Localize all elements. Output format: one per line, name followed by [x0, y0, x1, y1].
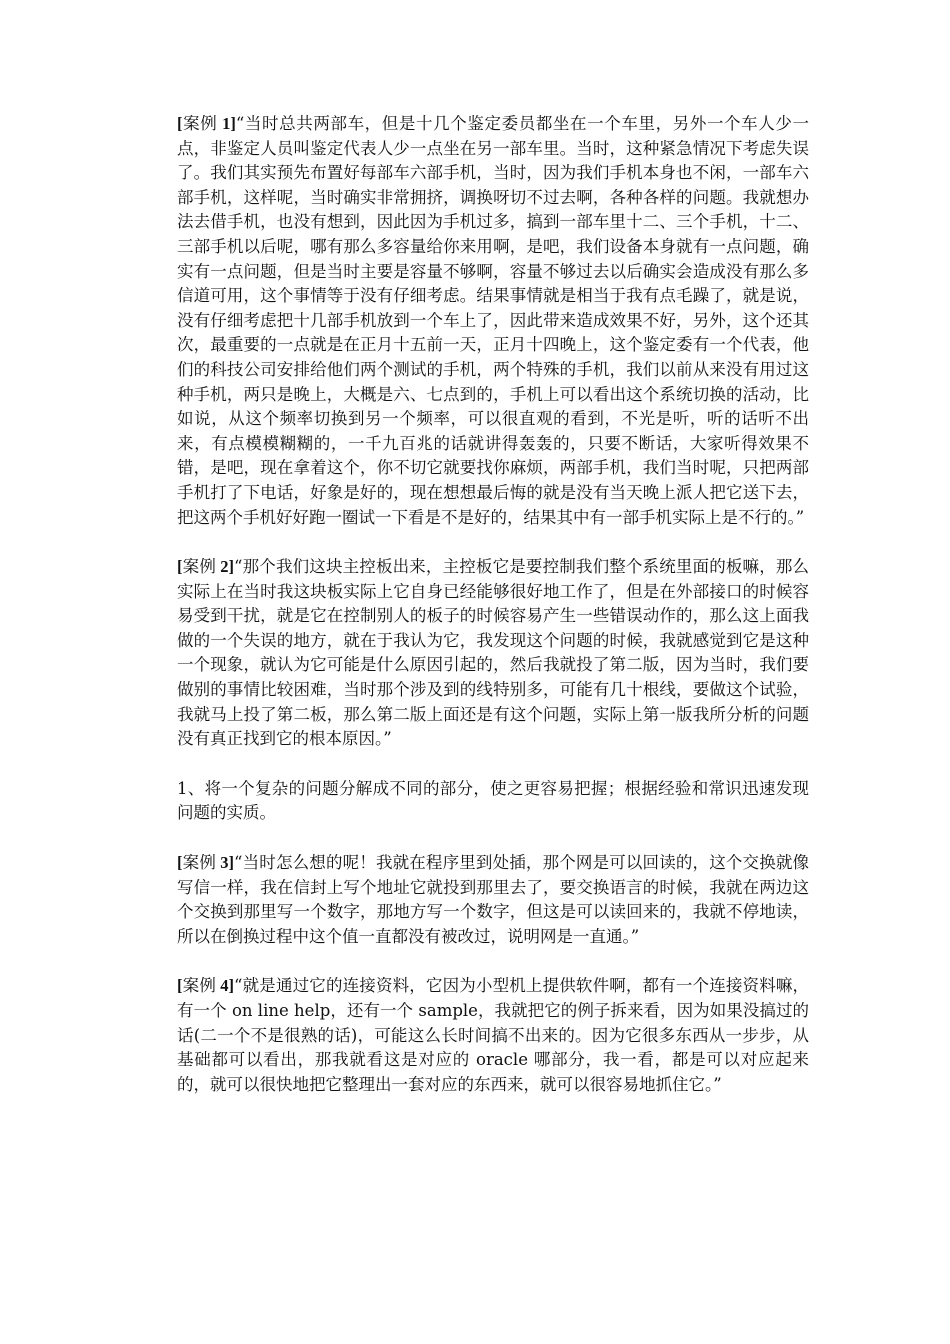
case-4-label-num: 4]	[220, 976, 235, 996]
point-1-text: 1、将一个复杂的问题分解成不同的部分，使之更容易把握；根据经验和常识迅速发现问题的实质。	[177, 778, 809, 823]
case-4-label-open: [	[177, 976, 183, 996]
case-2-label-word: 案例	[182, 557, 216, 577]
case-3-label-num: 3]	[220, 853, 235, 873]
case-1-text: “当时总共两部车，但是十几个鉴定委员都坐在一个车里，另外一个车人少一点，非鉴定人员叫鉴定代表人少一点坐在另一部车里。当时，这种紧急情况下考虑失误了。我们其实预先布置好每部车六部手机，当时，因为我们手机本身也不闲，一部车六部手机，这样呢，当时确实非常拥挤，调换呀切不过去啊，各种各样的问题。我就想办法去借手机，也没有想到，因此因为手机过多，搞到一部车里十二、三个手机，十二、三部手机以后呢，哪有那么多容量给你来用啊，是吧，我们设备本身就有一点问题，确实有一点问题，但是当时主要是容量不够啊，容量不够过去以后确实会造成没有那么多信道可用，这个事情等于没有仔细考虑。结果事情就是相当于我有点毛躁了，就是说，没有仔细考虑把十几部手机放到一个车上了，因此带来造成效果不好，另外，这个还其次，最重要的一点就是在正月十五前一天，正月十四晚上，这个鉴定委有一个代表，他们的科技公司安排给他们两个测试的手机，两个特殊的手机，我们以前从来没有用过这种手机，两只是晚上，大概是六、七点到的，手机上可以看出这个系统切换的活动，比如说，从这个频率切换到另一个频率，可以很直观的看到，不光是听，听的话听不出来，有点模模糊糊的，一千九百兆的话就讲得轰轰的，只要不断话，大家听得效果不错，是吧，现在拿着这个，你不切它就要找你麻烦，两部手机，我们当时呢，只把两部手机打了下电话，好象是好的，现在想想最后悔的就是没有当天晚上派人把它送下去，把这两个手机好好跑一圈试一下看是不是好的，结果其中有一部手机实际上是不行的。”	[177, 114, 810, 527]
case-2-text: “那个我们这块主控板出来，主控板它是要控制我们整个系统里面的板嘛，那么实际上在当时我这块板实际上它自身已经能够很好地工作了，但是在外部接口的时候容易受到干扰，就是它在控制别人的板子的时候容易产生一些错误动作的，那么这上面我做的一个失误的地方，就在于我认为它，我发现这个问题的时候，我就感觉到它是这种一个现象，就认为它可能是什么原因引起的，然后我就投了第二版，因为当时，我们要做别的事情比较困难，当时那个涉及到的线特别多，可能有几十根线，要做这个试验，我就马上投了第二板，那么第二版上面还是有这个问题，实际上第一版我所分析的问题没有真正找到它的根本原因。”	[177, 557, 810, 749]
case-1-label-word: 案例	[182, 114, 218, 133]
case-4-label	[177, 976, 234, 995]
case-1-label-open: [	[177, 114, 183, 133]
case-3-label-open: [	[177, 853, 183, 873]
case-2-label	[177, 557, 234, 576]
case-3-label-word: 案例	[182, 853, 216, 873]
document-page	[177, 112, 809, 1122]
case-4-text: “就是通过它的连接资料，它因为小型机上提供软件啊，都有一个连接资料嘛，有一个 on line help，还有一个 sample，我就把它的例子拆来看，因为如果没搞过的话(二一个不是很熟的话)，可能这么长时间搞不出来的。因为它很多东西从一步步，从基础都可以看出，那我就看这是对应的 oracle 哪部分，我一看，都是可以对应起来的，就可以很快地把它整理出一套对应的东西来，就可以很容易地抓住它。”	[177, 976, 810, 1094]
case-3-label	[177, 853, 234, 872]
case-1-label-num: 1]	[222, 114, 236, 133]
case-2-label-num: 2]	[220, 557, 235, 577]
case-1-label	[177, 114, 236, 133]
case-2-label-open: [	[177, 557, 183, 577]
case-4-label-word: 案例	[182, 976, 216, 996]
point-1-paragraph	[177, 777, 809, 826]
case-1-paragraph	[177, 112, 809, 530]
case-4-paragraph	[177, 974, 809, 1097]
case-2-paragraph	[177, 555, 809, 752]
case-3-text: “当时怎么想的呢！我就在程序里到处插，那个网是可以回读的，这个交换就像写信一样，我在信封上写个地址它就投到那里去了，要交换语言的时候，我就在两边这个交换到那里写一个数字，那地方写一个数字，但这是可以读回来的，我就不停地读，所以在倒换过程中这个值一直都没有被改过，说明网是一直通。”	[177, 853, 810, 946]
case-3-paragraph	[177, 851, 809, 949]
